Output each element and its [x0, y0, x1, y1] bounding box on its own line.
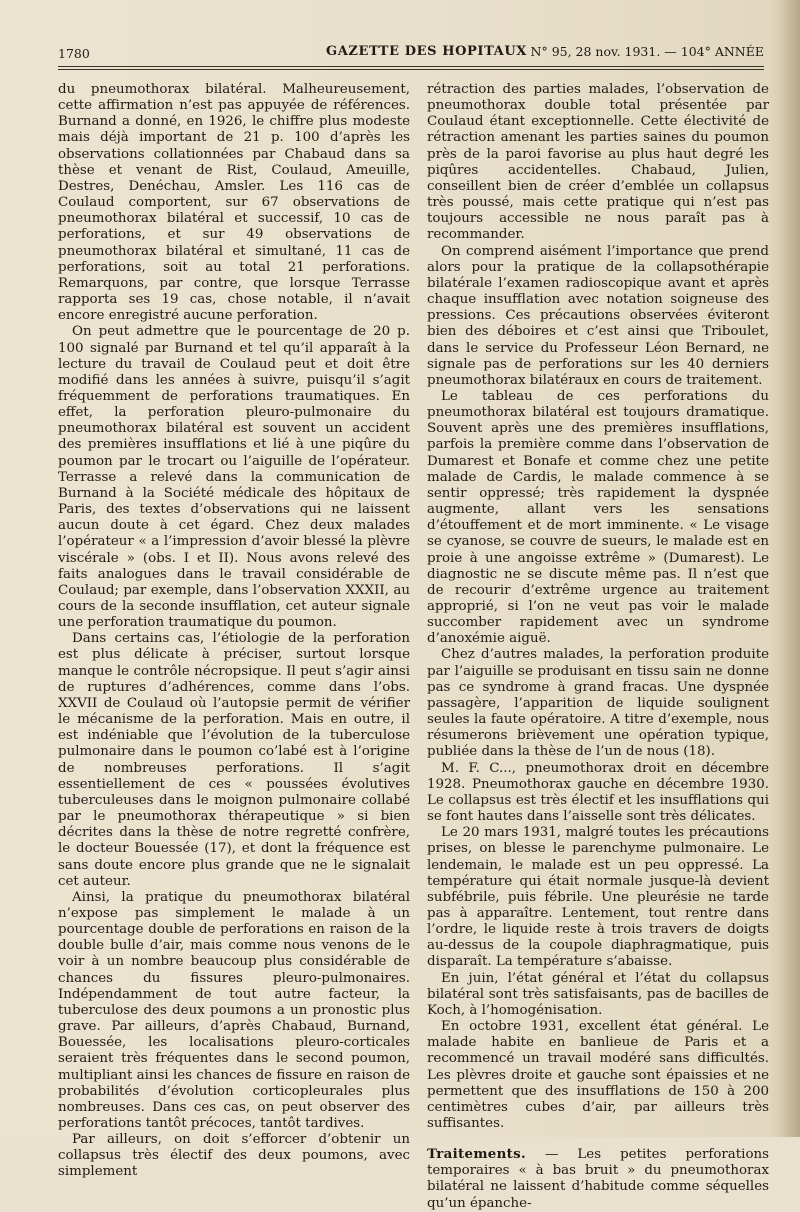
- paragraph: rétraction des parties malades, l’observation de pneumothorax double total présentée par Coulaud étant exceptionnelle. Cette électivité de rétraction amenant les parties saines du poumon près de la paroi favorise au plus haut degré les piqûres accidentelles. Chabaud, Julien, conseillent bien de créer d’emblée un collapsus très poussé, mais cette pratique qui n’est pas toujours accessible ne nous paraît pas à recommander.: [427, 82, 769, 243]
- journal-title: GAZETTE DES HOPITAUX: [326, 44, 527, 59]
- paragraph: En octobre 1931, excellent état général. Le malade habite en banlieue de Paris et a recommencé un travail modéré sans difficultés. Les plèvres droite et gauche sont épaissies et ne permettent que des insufflations de 150 à 200 centimètres cubes d’air, par ailleurs très suffisantes.: [427, 1019, 769, 1131]
- paragraph: Ainsi, la pratique du pneumothorax bilatéral n’expose pas simplement le malade à un pourcentage double de perforations en raison de la double bulle d’air, mais comme nous venons de le voir à un nombre beaucoup plus considérable de chances du fissures pleuro-pulmonaires. Indépendamment de tout autre facteur, la tuberculose des deux poumons a un pronostic plus grave. Par ailleurs, d’après Chabaud, Burnand, Bouessée, les localisations pleuro-corticales seraient très fréquentes dans le second poumon, multipliant ainsi les chances de fissure en raison de probabilités d’évolution corticopleurales plus nombreuses. Dans ces cas, on peut observer des perforations tantôt précoces, tantôt tardives.: [58, 889, 410, 1131]
- header-rule-bottom: [58, 69, 764, 70]
- page-edge-shadow: [778, 0, 800, 1137]
- section-text: — Les petites perforations temporaires « à bas bruit » du pneumothorax bilatéral ne laissent d’habitude comme séquelles qu’un épanche-: [427, 1147, 769, 1211]
- paragraph: On comprend aisément l’importance que prend alors pour la pratique de la collapsothérapie bilatérale l’examen radioscopique avant et après chaque insufflation avec notation soigneuse des pressions. Ces précautions observées éviteront bien des déboires et c’est ainsi que Triboulet, dans le service du Professeur Léon Bernard, ne signale pas de perforations sur les 40 derniers pneumothorax bilatéraux en cours de traitement.: [427, 243, 769, 388]
- paragraph: On peut admettre que le pourcentage de 20 p. 100 signalé par Burnand et tel qu’il apparaît à la lecture du travail de Coulaud peut et doit être modifié dans les années à suivre, puisqu’il s’agit fréquemment de perforations traumatiques. En effet, la perforation pleuro-pulmonaire du pneumothorax bilatéral est souvent un accident des premières insufflations et lié à une piqûre du poumon par le trocart ou l’aiguille de l’opérateur. Terrasse a relevé dans la communication de Burnand à la Société médicale des hôpitaux de Paris, des textes d’observations qui ne laissent aucun doute à cet égard. Chez deux malades l’opérateur « a l’impression d’avoir blessé la plèvre viscérale » (obs. I et II). Nous avons relevé des faits analogues dans le travail considérable de Coulaud; par exemple, dans l’observation XXXII, au cours de la seconde insufflation, cet auteur signale une perforation traumatique du poumon.: [58, 324, 410, 631]
- section-paragraph: [427, 1146, 769, 1212]
- paragraph: Dans certains cas, l’étiologie de la perforation est plus délicate à préciser, surtout lorsque manque le contrôle nécropsique. Il peut s’agir ainsi de ruptures d’adhérences, comme dans l’obs. XXVII de Coulaud où l’autopsie permit de vérifier le mécanisme de la perforation. Mais en outre, il est indéniable que l’évolution de la tuberculose pulmonaire dans le poumon co’labé est à l’origine de nombreuses perforations. Il s’agit essentiellement de ces « poussées évolutives tuberculeuses dans le moignon pulmonaire collabé par le pneumothorax thérapeutique » si bien décrites dans la thèse de notre regretté confrère, le docteur Bouessée (17), et dont la fréquence est sans doute encore plus grande que ne le signalait cet auteur.: [58, 631, 410, 889]
- paragraph: Le 20 mars 1931, malgré toutes les précautions prises, on blesse le parenchyme pulmonaire. Le lendemain, le malade est un peu oppressé. La température qui était normale jusque-là devient subfébrile, puis fébrile. Une pleurésie ne tarde pas à apparaître. Lentement, tout rentre dans l’ordre, le liquide reste à trois travers de doigts au-dessus de la coupole diaphragmatique, puis disparaît. La température s’abaisse.: [427, 825, 769, 970]
- paragraph: Chez d’autres malades, la perforation produite par l’aiguille se produisant en tissu sain ne donne pas ce syndrome à grand fracas. Une dyspnée passagère, l’apparition de liquide soulignent seules la faute opératoire. A titre d’exemple, nous résumerons brièvement une opération typique, publiée dans la thèse de l’un de nous (18).: [427, 647, 769, 760]
- paragraph: M. F. C..., pneumothorax droit en décembre 1928. Pneumothorax gauche en décembre 1930. Le collapsus est très électif et les insufflations qui se font hautes dans l’aisselle sont très délicates.: [427, 760, 769, 825]
- paragraph: En juin, l’état général et l’état du collapsus bilatéral sont très satisfaisants, pas de bacilles de Koch, à l’homogénisation.: [427, 970, 769, 1018]
- paragraph: Le tableau de ces perforations du pneumothorax bilatéral est toujours dramatique. Souvent après une des premières insufflations, parfois la première comme dans l’observation de Dumarest et Bonafe et comme chez une petite malade de Cardis, le malade commence à se sentir oppressé; très rapidement la dyspnée augmente, allant vers les sensations d’étouffement et de mort imminente. « Le visage se cyanose, se couvre de sueurs, le malade est en proie à une angoisse extrême » (Dumarest). Le diagnostic ne se discute même pas. Il n’est que de recourir d’extrême urgence au traitement approprié, si l’on ne veut pas voir le malade succomber rapidement avec un syndrome d’anoxémie aiguë.: [427, 388, 769, 647]
- section-heading: Traitements.: [427, 1146, 526, 1163]
- paragraph: du pneumothorax bilatéral. Malheureusement, cette affirmation n’est pas appuyée de références. Burnand a donné, en 1926, le chiffre plus modeste mais déjà important de 21 p. 100 d’après les observations collationnées par Chabaud dans sa thèse et venant de Rist, Coulaud, Ameuille, Destres, Denéchau, Amsler. Les 116 cas de Coulaud comportent, sur 67 observations de pneumothorax bilatéral et successif, 10 cas de perforations, et sur 49 observations de pneumothorax bilatéral et simultané, 11 cas de perforations, soit au total 21 perforations. Remarquons, par contre, que lorsque Terrasse rapporta ses 19 cas, chose notable, il n’avait encore enregistré aucune perforation.: [58, 82, 410, 324]
- page-header: [58, 38, 764, 64]
- left-column: [58, 82, 410, 1180]
- right-column: [427, 82, 769, 1211]
- page-number: 1780: [58, 46, 90, 61]
- header-rule-top: [58, 66, 764, 67]
- issue-info: N° 95, 28 nov. 1931. — 104° ANNÉE: [530, 44, 764, 59]
- paragraph: Par ailleurs, on doit s’efforcer d’obtenir un collapsus très électif des deux poumons, avec simplement: [58, 1132, 410, 1180]
